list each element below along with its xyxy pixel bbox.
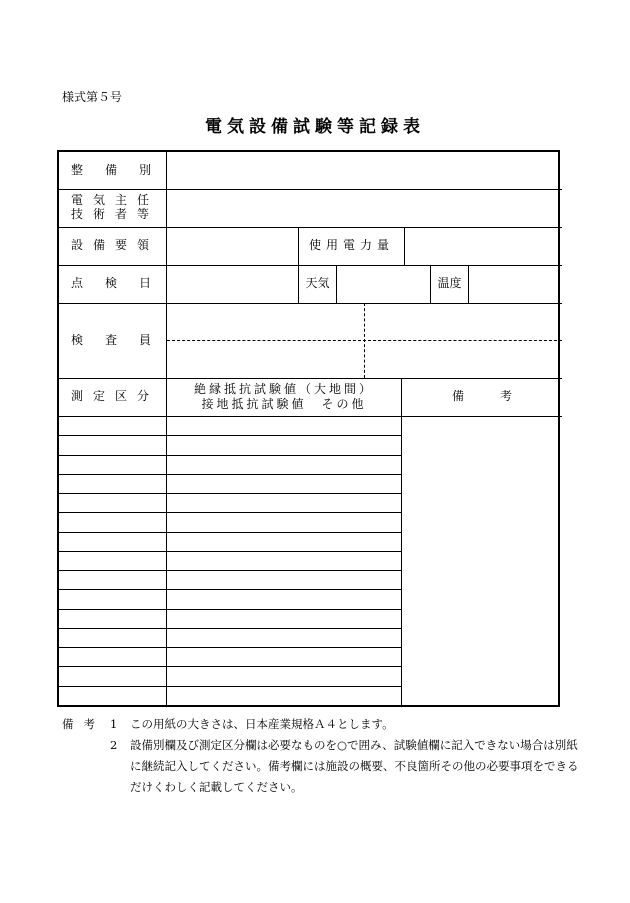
note-text: この用紙の大きさは、日本産業規格Ａ４とします。 (130, 717, 394, 731)
form-number: 様式第５号 (62, 90, 123, 104)
measurement-row-divider (59, 628, 401, 629)
label-text: 設備要領 (71, 238, 160, 253)
label-measure-section (59, 378, 166, 416)
measurement-row-divider (59, 435, 401, 436)
col-divider (166, 152, 167, 705)
row-divider (59, 416, 562, 417)
label-text-line1: 絶縁抵抗試験値（大地間） (193, 382, 374, 396)
label-seibibetsu (59, 152, 174, 189)
label-youryou (59, 227, 166, 265)
label-text-line2: 接地抵抗試験値 その他 (201, 397, 367, 411)
note-number: 2 (110, 738, 118, 752)
label-text-line2: 技術者等 (71, 207, 160, 221)
label-text: 備考 (451, 389, 548, 404)
col-divider (401, 378, 402, 705)
measurement-row-divider (59, 686, 401, 687)
measurement-row-divider (59, 493, 401, 494)
label-text: 点検日 (71, 276, 174, 291)
measurement-row-divider (59, 647, 401, 648)
label-text: 天気 (305, 276, 330, 291)
col-divider (404, 227, 405, 265)
label-power-usage (299, 227, 404, 265)
measurement-row-divider (59, 570, 401, 571)
label-text: 測定区分 (71, 389, 160, 404)
label-test-values (167, 378, 401, 416)
notes-label: 備考 (62, 717, 105, 731)
measurement-row-divider (59, 589, 401, 590)
measurement-row-divider (59, 551, 401, 552)
inspector-col-divider (364, 303, 365, 378)
label-text-line1: 電気主任 (71, 193, 160, 208)
measurement-row-divider (59, 474, 401, 475)
col-divider (468, 265, 469, 303)
measurement-row-divider (59, 455, 401, 456)
measurement-row-divider (59, 512, 401, 513)
label-weather (299, 265, 336, 303)
document-title: 電気設備試験等記録表 (205, 117, 425, 137)
label-remarks (402, 378, 562, 416)
label-chief-engineer (59, 189, 166, 227)
measurement-row-divider (59, 609, 401, 610)
measurement-row-divider (59, 666, 401, 667)
label-inspection-date (59, 265, 174, 303)
label-text: 温度 (437, 276, 462, 291)
note-text: 設備別欄及び測定区分欄は必要なものを○で囲み、試験値欄に記入できない場合は別紙に継続記入してください。備考欄には施設の概要、不良箇所その他の必要事項をできるだけくわしく記載してください。 (130, 738, 579, 794)
label-text: 検査員 (71, 332, 174, 347)
col-divider (336, 265, 337, 303)
record-table (57, 150, 560, 707)
label-text: 使用電力量 (308, 238, 394, 253)
measurement-row-divider (59, 532, 401, 533)
label-inspector (59, 303, 174, 378)
notes-section (62, 714, 580, 798)
label-temperature (431, 265, 468, 303)
label-text: 整備別 (71, 162, 174, 177)
note-number: 1 (110, 717, 118, 731)
